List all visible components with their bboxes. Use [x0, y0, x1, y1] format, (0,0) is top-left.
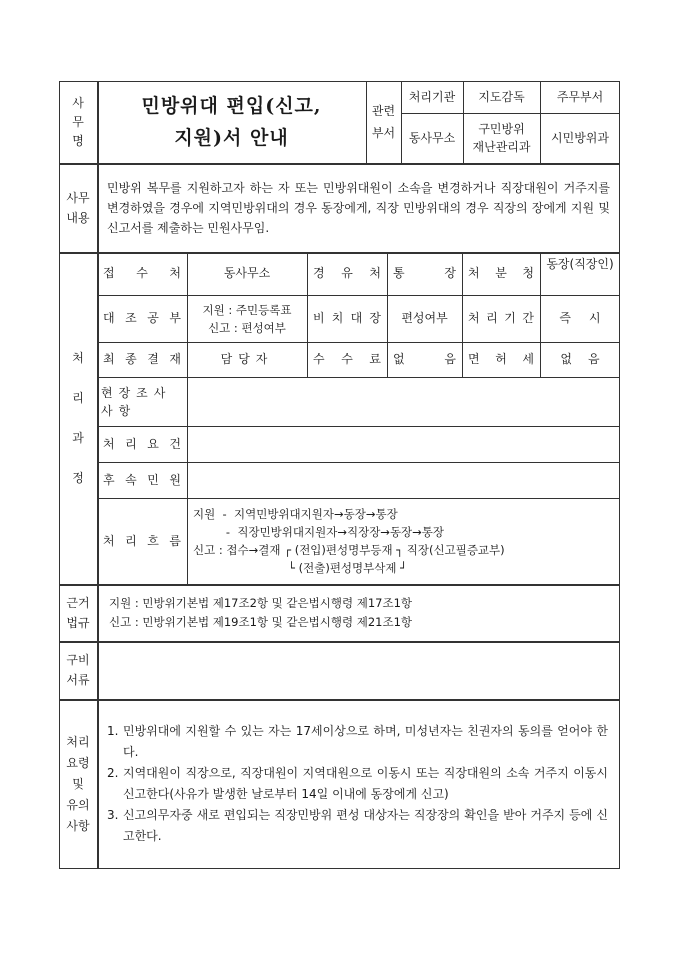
label-char: 속: [125, 472, 137, 487]
processing-requirements-value: [187, 426, 620, 462]
site-inspection-value: [187, 377, 620, 426]
supervision-heading: 지도감독: [478, 89, 525, 104]
label-char: 종: [125, 352, 137, 367]
processing-flow-label: [97, 498, 187, 584]
required-documents-value: [97, 641, 620, 699]
label-char: 장: [369, 311, 381, 326]
supervision-value: 구민방위 재난관리과: [472, 122, 531, 154]
flow-line: └ (전출)편성명부삭제 ┘: [193, 561, 408, 575]
notes-content: [97, 699, 620, 869]
label-char: 분: [495, 266, 507, 281]
via-office-value: [387, 252, 462, 295]
note-number: 2.: [107, 766, 119, 780]
related-dept-label: 관련 부서: [371, 104, 396, 140]
label-char: 대: [350, 311, 363, 326]
label-char: 간: [522, 311, 534, 326]
license-tax-label: [462, 342, 540, 377]
legal-basis-line: 신고 : 민방위기본법 제19조1항 및 같은법시행령 제21조1항: [109, 614, 412, 629]
note-text: 지역대원이 직장으로, 직장대원이 지역대원으로 이동시 또는 직장대원의 소속 거주지 이동시 신고한다(사유가 발생한 날로부터 14일 이내에 동장에게 신고): [123, 766, 608, 801]
label-char: 통: [393, 266, 405, 281]
label-char: 리: [486, 311, 498, 326]
note-item: [107, 763, 608, 805]
main-dept-heading: 주무부서: [556, 89, 604, 104]
processing-agency-value: 동사무소: [408, 130, 456, 145]
reference-ledger-label: [97, 295, 187, 342]
label-char: 수: [313, 352, 325, 367]
follow-up-value: [187, 462, 620, 498]
title-line-1: 민방위대 편입(신고,: [141, 95, 322, 117]
title-line-2: 지원)서 안내: [174, 127, 289, 149]
kept-ledger-value: 편성여부: [401, 311, 448, 326]
page-title: [97, 81, 366, 163]
label-char: 후: [103, 472, 115, 487]
label-char: 치: [331, 311, 344, 326]
label-char: 리: [125, 436, 137, 451]
label-char: 없: [393, 352, 405, 367]
process-label: 처 리 과 정: [72, 351, 84, 485]
flow-line: - 직장민방위대지원자→직장장→동장→통장: [193, 525, 445, 539]
label-char: 결: [147, 352, 159, 367]
legal-basis-content: [97, 584, 620, 641]
notes-label: 처리 요령 및 유의 사항: [66, 734, 90, 833]
note-number: 3.: [107, 808, 119, 822]
label-char: 수: [341, 352, 353, 367]
label-char: 처: [369, 266, 381, 281]
license-tax-value: 없음: [560, 352, 616, 367]
disposition-office-label: [462, 252, 540, 295]
label-char: 리: [125, 533, 137, 548]
label-char: 공: [147, 311, 159, 326]
note-number: 1.: [107, 724, 119, 738]
label-char: 접: [103, 266, 115, 281]
site-inspection-label: 현장조사사항: [101, 385, 172, 418]
receipt-office-value: 동사무소: [223, 266, 271, 281]
follow-up-label: [97, 462, 187, 498]
label-char: 최: [103, 352, 115, 367]
processing-flow-content: [187, 498, 620, 584]
label-char: 경: [313, 266, 325, 281]
legal-basis-label: 근거 법규: [66, 595, 90, 630]
label-char: 수: [136, 266, 148, 281]
processing-agency-heading: 처리기관: [408, 89, 456, 104]
label-char: 처: [468, 311, 480, 326]
label-char: 음: [444, 352, 456, 367]
fee-value: [387, 342, 462, 377]
label-char: 처: [103, 533, 115, 548]
label-char: 장: [444, 266, 456, 281]
main-dept-value: 시민방위과: [551, 130, 609, 145]
label-char: 처: [169, 266, 181, 281]
label-char: 허: [495, 352, 507, 367]
legal-basis-line: 지원 : 민방위기본법 제17조2항 및 같은법시행령 제17조1항: [109, 595, 412, 610]
reference-ledger-value: 지원 : 주민등록표 신고 : 편성여부: [202, 302, 292, 335]
final-approval-value: 담당자: [220, 352, 274, 367]
receipt-office-label: [97, 252, 187, 295]
label-char: 유: [341, 266, 353, 281]
processing-period-label: [462, 295, 540, 342]
note-item: [107, 721, 608, 763]
label-char: 처: [468, 266, 480, 281]
label-char: 흐: [147, 533, 159, 548]
disposition-office-value: 동장(직장인): [546, 257, 614, 271]
label-char: 료: [369, 352, 381, 367]
label-char: 재: [169, 352, 181, 367]
label-char: 청: [522, 266, 534, 281]
note-text: 민방위대에 지원할 수 있는 자는 17세이상으로 하며, 미성년자는 친권자의 동의를 얻어야 한다.: [123, 724, 608, 759]
required-documents-label: 구비 서류: [66, 653, 90, 687]
label-char: 세: [522, 352, 534, 367]
label-char: 원: [169, 472, 181, 487]
label-char: 조: [125, 311, 137, 326]
via-office-label: [307, 252, 387, 295]
final-approval-label: [97, 342, 187, 377]
note-text: 신고의무자중 새로 편입되는 직장민방위 편성 대상자는 직장장의 확인을 받아 거주지 등에 신고한다.: [123, 808, 608, 843]
label-char: 처: [103, 436, 115, 451]
note-item: [107, 805, 608, 847]
task-content-paragraph: 민방위 복무를 지원하고자 하는 자 또는 민방위대원이 소속을 변경하거나 직장대원이 거주지를 변경하였을 경우에 지역민방위대의 경우 동장에게, 직장 민방위대의 경우 직장의 장에게 지원 및 신고서를 제출하는 민원사무임.: [107, 180, 610, 235]
flow-line: 지원 - 지역민방위대지원자→동장→통장: [193, 507, 398, 521]
label-char: 면: [468, 352, 480, 367]
label-char: 부: [169, 311, 181, 326]
flow-line: 신고 : 접수→결재 ┌ (전입)편성명부등재 ┐ 직장(신고필증교부): [193, 543, 505, 557]
fee-label: [307, 342, 387, 377]
label-char: 름: [169, 533, 181, 548]
kept-ledger-label: [307, 295, 387, 342]
task-content-label: 사무 내용: [66, 190, 90, 225]
processing-requirements-label: [97, 426, 187, 462]
processing-period-value: 즉시: [559, 311, 619, 326]
label-char: 민: [147, 472, 159, 487]
task-content-text: [97, 163, 620, 252]
label-char: 비: [313, 311, 325, 326]
label-char: 건: [169, 436, 181, 451]
label-char: 기: [504, 311, 516, 326]
task-name-label: 사 무 명: [72, 95, 84, 148]
label-char: 대: [103, 311, 115, 326]
label-char: 요: [147, 436, 159, 451]
